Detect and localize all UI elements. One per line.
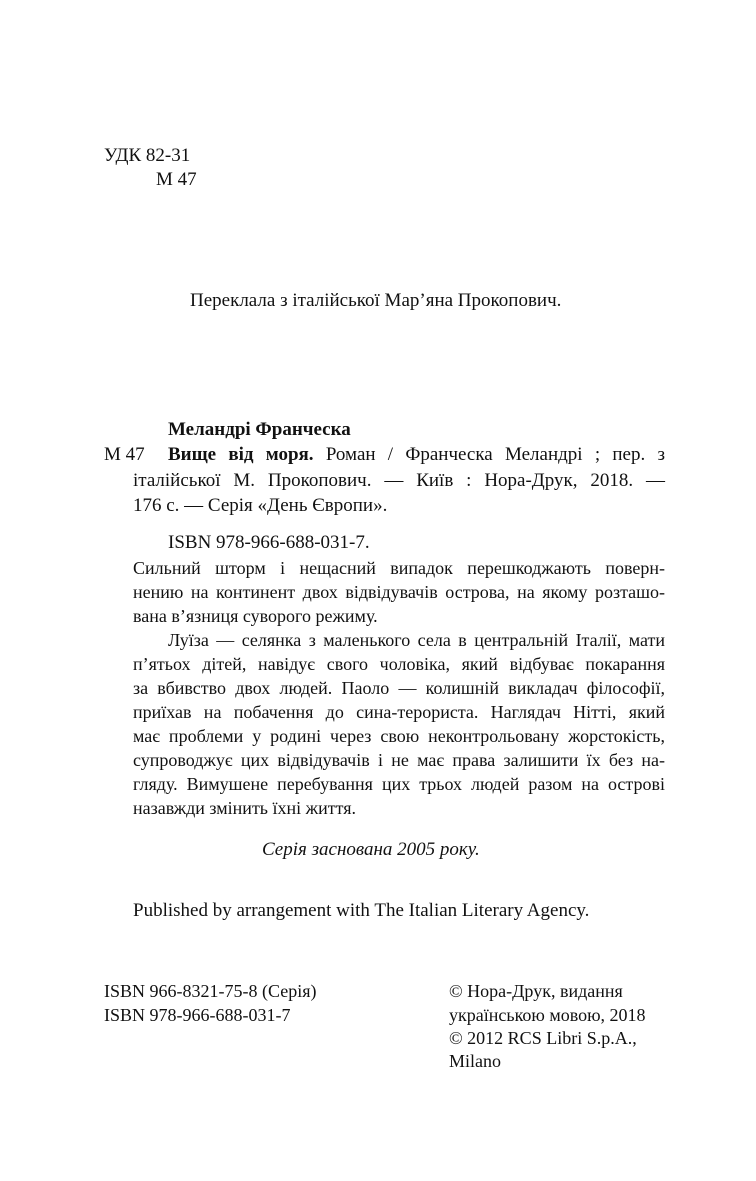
series-note: Серія заснована 2005 року.: [262, 839, 480, 860]
annotation-p2-line-6: супроводжує цих відвідувачів і не має права залишити їх без на-: [133, 750, 665, 770]
annotation-p1-line-1: Сильний шторм і нещасний випадок перешкоджають поверн-: [133, 558, 665, 578]
annotation-p1-line-3: вана в’язниця суворого режиму.: [133, 606, 378, 626]
catalog-author: Меландрі Франческа: [168, 419, 351, 440]
catalog-title: Вище від моря.: [168, 444, 314, 465]
annotation-p2-line-3: за вбивство двох людей. Паоло — колишній викладач філософії,: [133, 678, 665, 698]
annotation-p1-line-2: нению на континент двох відвідувачів острова, на якому розташо-: [133, 582, 665, 602]
annotation-p2-line-7: гляду. Вимушене перебування цих трьох людей разом на острові: [133, 774, 665, 794]
translator-line: Переклала з італійської Мар’яна Прокопович.: [190, 290, 562, 311]
udc-author-mark: М 47: [156, 169, 197, 190]
annotation-p2-line-8: назавжди змінить їхні життя.: [133, 798, 356, 818]
catalog-line2: італійської М. Прокопович. — Київ : Нора-Друк, 2018. —: [133, 470, 665, 491]
catalog-line1-rest: Роман / Франческа Меландрі ; пер. з: [325, 444, 665, 465]
copyright-line-1: © Нора-Друк, видання: [449, 981, 623, 1001]
isbn-series: ISBN 966-8321-75-8 (Серія): [104, 981, 317, 1001]
annotation-p2-line-5: має проблеми у родині через свою неконтрольовану жорстокість,: [133, 726, 665, 746]
catalog-title-line: [168, 443, 665, 467]
published-by: Published by arrangement with The Italian Literary Agency.: [133, 900, 590, 921]
copyright-line-3: © 2012 RCS Libri S.p.A.,: [449, 1028, 637, 1048]
catalog-margin-mark: М 47: [104, 444, 145, 465]
annotation-p2-line-4: приїхав на побачення до сина-терориста. Наглядач Нітті, який: [133, 702, 665, 722]
annotation-p2-line-1: Луїза — селянка з маленького села в центральній Італії, мати: [168, 630, 665, 650]
catalog-line3: 176 с. — Серія «День Європи».: [133, 495, 388, 516]
isbn-book: ISBN 978-966-688-031-7: [104, 1005, 291, 1025]
copyright-line-2: українською мовою, 2018: [449, 1005, 646, 1025]
catalog-isbn: ISBN 978-966-688-031-7.: [168, 532, 370, 553]
copyright-line-4: Milano: [449, 1051, 501, 1071]
annotation-p2-line-2: п’ятьох дітей, навідує свого чоловіка, який відбуває покарання: [133, 654, 665, 674]
udc-code: УДК 82-31: [104, 145, 191, 166]
